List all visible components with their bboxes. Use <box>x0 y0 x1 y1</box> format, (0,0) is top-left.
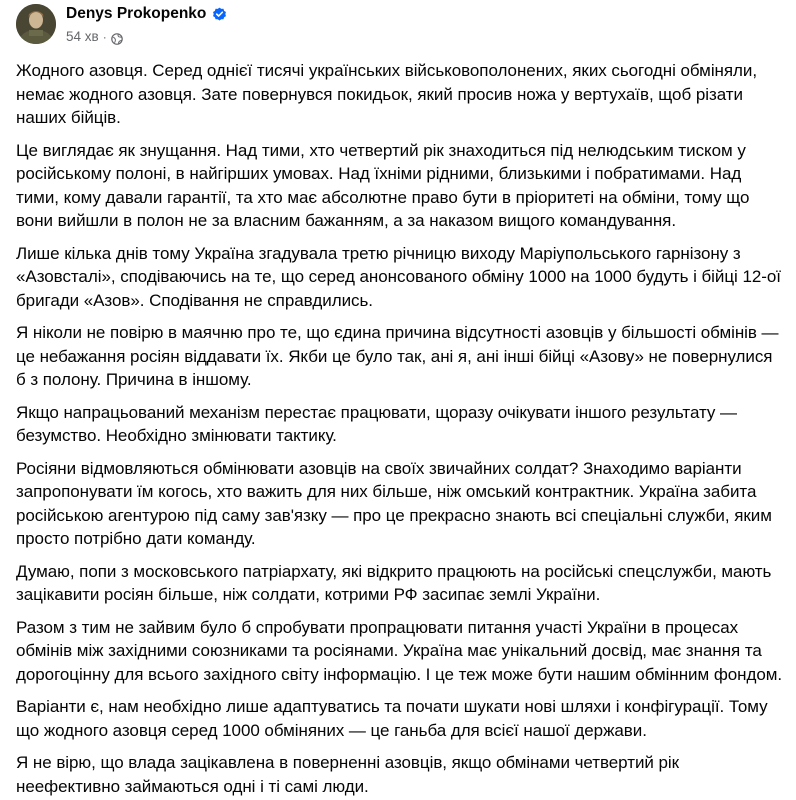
post-header <box>16 0 786 56</box>
verified-badge-icon <box>212 7 227 22</box>
timestamp-row <box>66 27 227 47</box>
post-paragraph: Я ніколи не повірю в маячню про те, що єдина причина відсутності азовців у більшості обмінів — це небажання росіян віддавати їх. Якби це було так, ані я, ані інші бійці «Азову» не повернулися б з полону. Причина в іншому. <box>16 323 779 389</box>
post-paragraph: Варіанти є, нам необхідно лише адаптуватись та почати шукати нові шляхи і конфігурації. Тому що жодного азовця серед 1000 обміняних — це ганьба для всієї нашої держави. <box>16 697 768 740</box>
post-paragraph: Я не вірю, що влада зацікавлена в поверненні азовців, якщо обмінами четвертий рік неефективно займаються одні і ті самі люди. <box>16 753 680 796</box>
post-paragraph: Разом з тим не зайвим було б спробувати пропрацювати питання участі України в процесах обмінів між західними союзниками та росіянами. Україна має унікальний досвід, має знання та дорогоцінну для всього західного світу інформацію. І це теж може бути нашим обмінним фондом. <box>16 617 783 684</box>
post-body <box>16 59 786 798</box>
avatar[interactable] <box>16 4 56 44</box>
post-meta <box>66 0 227 47</box>
author-name[interactable]: Denys Prokopenko <box>66 5 207 22</box>
globe-icon[interactable] <box>111 31 123 43</box>
separator-dot: · <box>102 30 107 44</box>
post-paragraph: Це виглядає як знущання. Над тими, хто четвертий рік знаходиться під нелюдським тиском у російському полоні, в найгірших умовах. Над їхніми рідними, близькими і побратимами. Над тими, кому давали гарантії, та хто має абсолютне право бути в пріоритеті на обміни, тому що вони вийшли в полон не за власним бажанням, а за наказом вищого командування. <box>16 140 750 230</box>
post-paragraph: Росіяни відмовляються обмінювати азовців на своїх звичайних солдат? Знаходимо варіанти запропонувати їм когось, хто важить для них більше, ніж омський контрактник. Україна забита російською агентурою під саму зав'язку — про це прекрасно знають всі спеціальні служби, яким просто потрібно дати команду. <box>16 458 772 548</box>
timestamp[interactable]: 54 хв <box>66 29 99 44</box>
post-paragraph: Лише кілька днів тому Україна згадувала третю річницю виходу Маріупольського гарнізону з «Азовсталі», сподіваючись на те, що серед анонсованого обміну 1000 на 1000 будуть і бійці 12-ої бригади «Азов». Сподівання не справдились. <box>16 243 781 310</box>
post-paragraph: Якщо напрацьований механізм перестає працювати, щоразу очікувати іншого результату — безумство. Необхідно змінювати тактику. <box>16 402 737 445</box>
post-paragraph: Думаю, попи з московського патріархату, які відкрито працюють на російські спецслужби, мають зацікавити росіян більше, ніж солдати, котрими РФ засипає землі України. <box>16 561 772 604</box>
author-row <box>66 4 227 24</box>
post-paragraph: Жодного азовця. Серед однієї тисячі українських військовополонених, яких сьогодні обміняли, немає жодного азовця. Зате повернувся покидьок, який просив ножа у вертухаїв, щоб різати наших бійців. <box>16 61 758 127</box>
